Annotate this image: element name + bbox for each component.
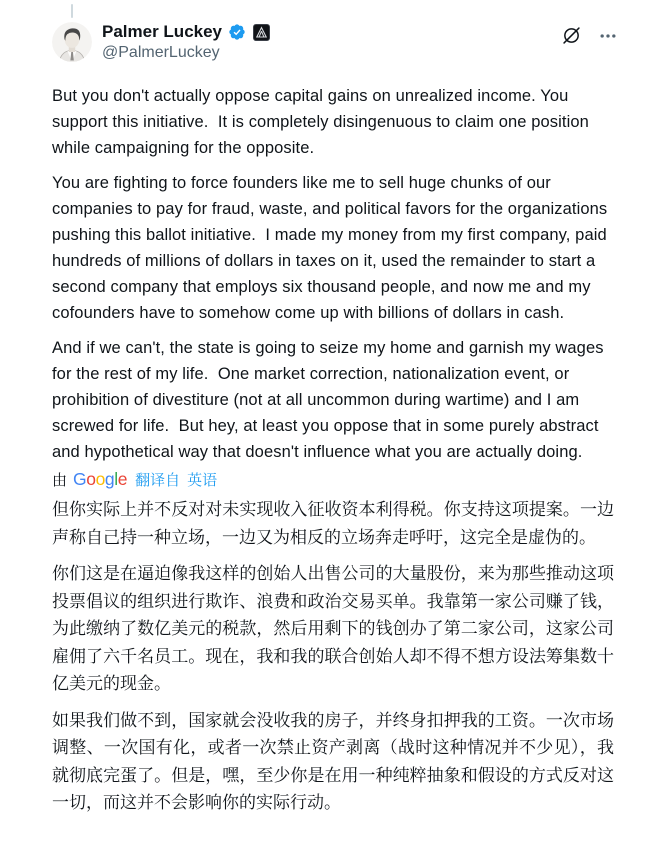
tweet-paragraph-zh-3: 如果我们做不到，国家就会没收我的房子，并终身扣押我的工资。一次市场调整、一次国有化，或者一次禁止资产剥离（战时这种情况并不少见），我就彻底完蛋了。但是，嘿，至少你是在用一种纯粹抽象和假设的方式反对这一切，而这并不会影响你的实际行动。 — [52, 710, 614, 812]
author-block — [102, 22, 561, 63]
thread-connector-line — [71, 4, 73, 18]
tweet-paragraph-zh-1: 但你实际上并不反对对未实现收入征收资本利得税。你支持这项提案。一边声称自己持一种立场，一边又为相反的立场奔走呼吁，这完全是虚伪的。 — [52, 500, 614, 547]
affiliate-badge-icon[interactable] — [253, 24, 270, 41]
tweet-paragraph-en-3: And if we can't, the state is going to seize my home and garnish my wages for the rest of my life. One market correction, nationalization event, or prohibition of divestiture (not at all uncommon during wartime) and I am screwed for life. But hey, at least you oppose that in some purely abstract and hypothetical way that doesn't influence what you are actually doing. — [52, 339, 609, 461]
translation-attribution — [52, 468, 614, 490]
avatar[interactable] — [52, 22, 92, 62]
google-logo[interactable]: Google — [73, 468, 128, 489]
translated-from-link[interactable]: 翻译自 — [135, 471, 181, 489]
more-icon[interactable] — [598, 26, 618, 46]
tweet-paragraph-en-1: But you don't actually oppose capital gains on unrealized income. You support this initiative. It is completely disingenuous to claim one position while campaigning for the opposite. — [52, 87, 594, 157]
tweet-paragraph-zh-2: 你们这是在逼迫像我这样的创始人出售公司的大量股份，来为那些推动这项投票倡议的组织进行欺诈、浪费和政治交易买单。我靠第一家公司赚了钱，为此缴纳了数亿美元的税款，然后用剩下的钱创办了第二家公司，这家公司雇佣了六千名员工。现在，我和我的联合创始人却不得不想方设法筹集数十亿美元的现金。 — [52, 564, 614, 693]
avatar-portrait — [52, 22, 92, 62]
grok-icon[interactable] — [561, 25, 582, 46]
header-actions — [561, 22, 618, 46]
tweet-paragraph-en-2: You are fighting to force founders like me to sell huge chunks of our companies to pay for fraud, waste, and political favors for the organizations pushing this ballot initiative. I made my money from my first company, paid hundreds of millions of dollars in taxes on it, used the remainder to start a second company that employs six thousand people, and now me and my cofounders have to somehow come up with billions of dollars in cash. — [52, 174, 612, 322]
verified-icon — [228, 23, 246, 41]
author-name[interactable]: Palmer Luckey — [102, 22, 223, 41]
source-language-link[interactable]: 英语 — [187, 471, 218, 489]
tweet-body — [0, 63, 650, 817]
tweet-header — [0, 0, 650, 63]
author-handle[interactable]: @PalmerLuckey — [102, 44, 220, 61]
attribution-prefix: 由 — [52, 471, 68, 489]
